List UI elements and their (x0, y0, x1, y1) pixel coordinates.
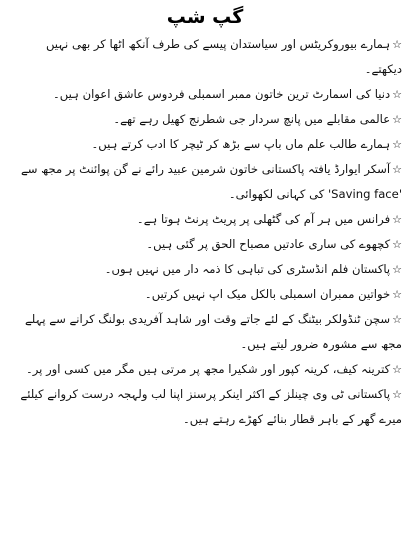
page-title: گپ شپ (166, 6, 244, 28)
list-item (8, 232, 402, 257)
star-icon: ☆ (392, 113, 402, 126)
star-icon: ☆ (392, 288, 402, 301)
list-item-text: دنیا کی اسمارٹ ترین خاتون ممبر اسمبلی فردوس عاشق اعوان ہیں۔ (52, 87, 391, 101)
list-item-text: کچھوے کی ساری عادتیں مصباح الحق پر گئی ہیں۔ (146, 237, 391, 251)
list-item-text: پاکستان فلم انڈسٹری کی تباہی کا ذمہ دار میں نہیں ہوں۔ (104, 262, 391, 276)
list-item (8, 282, 402, 307)
gossip-list (8, 32, 402, 432)
star-icon: ☆ (392, 388, 402, 401)
list-item (8, 357, 402, 382)
list-item (8, 307, 402, 357)
list-item (8, 32, 402, 82)
list-item-text: خواتین ممبران اسمبلی بالکل میک اپ نہیں کرتیں۔ (144, 287, 391, 301)
list-item-text: عالمی مقابلے میں پانچ سردار جی شطرنج کھیل رہے تھے۔ (113, 112, 391, 126)
list-item (8, 107, 402, 132)
list-item (8, 207, 402, 232)
star-icon: ☆ (392, 163, 402, 176)
star-icon: ☆ (392, 213, 402, 226)
list-item (8, 82, 402, 107)
list-item (8, 257, 402, 282)
list-item-text: ہمارے طالب علم ماں باپ سے بڑھ کر ٹیچر کا ادب کرتے ہیں۔ (91, 137, 391, 151)
list-item-text: فرانس میں ہر آم کی گٹھلی پر پریٹ پرنٹ ہوتا ہے۔ (136, 212, 391, 226)
star-icon: ☆ (392, 88, 402, 101)
list-item (8, 157, 402, 207)
list-item-text: پاکستانی ٹی وی چینلز کے اکثر اینکر پرسنز اپنا لب ولہجہ درست کروانے کیلئے میرے گھر کے باہر قطار بنائے کھڑے رہتے ہیں۔ (20, 387, 402, 426)
star-icon: ☆ (392, 263, 402, 276)
star-icon: ☆ (392, 238, 402, 251)
star-icon: ☆ (392, 38, 402, 51)
list-item-text: آسکر ایوارڈ یافتہ پاکستانی خاتون شرمین عبید رائے نے گن پوائنٹ پر مجھ سے 'Saving face' کی کہانی لکھوائی۔ (20, 162, 402, 201)
list-item-text: سچن ٹنڈولکر بیٹنگ کے لئے جاتے وقت اور شاہد آفریدی بولنگ کرانے سے پہلے مجھ سے مشورہ ضرور لیتے ہیں۔ (24, 312, 402, 351)
list-item-text: ہمارے بیوروکریٹس اور سیاستدان پیسے کی طرف آنکھ اٹھا کر بھی نہیں دیکھتے۔ (45, 37, 402, 76)
list-item (8, 132, 402, 157)
list-item-text: کترینہ کیف، کرینہ کپور اور شکیرا مجھ پر مرتی ہیں مگر میں کسی اور پر۔ (25, 362, 391, 376)
star-icon: ☆ (392, 138, 402, 151)
list-item (8, 382, 402, 432)
star-icon: ☆ (392, 363, 402, 376)
star-icon: ☆ (392, 313, 402, 326)
